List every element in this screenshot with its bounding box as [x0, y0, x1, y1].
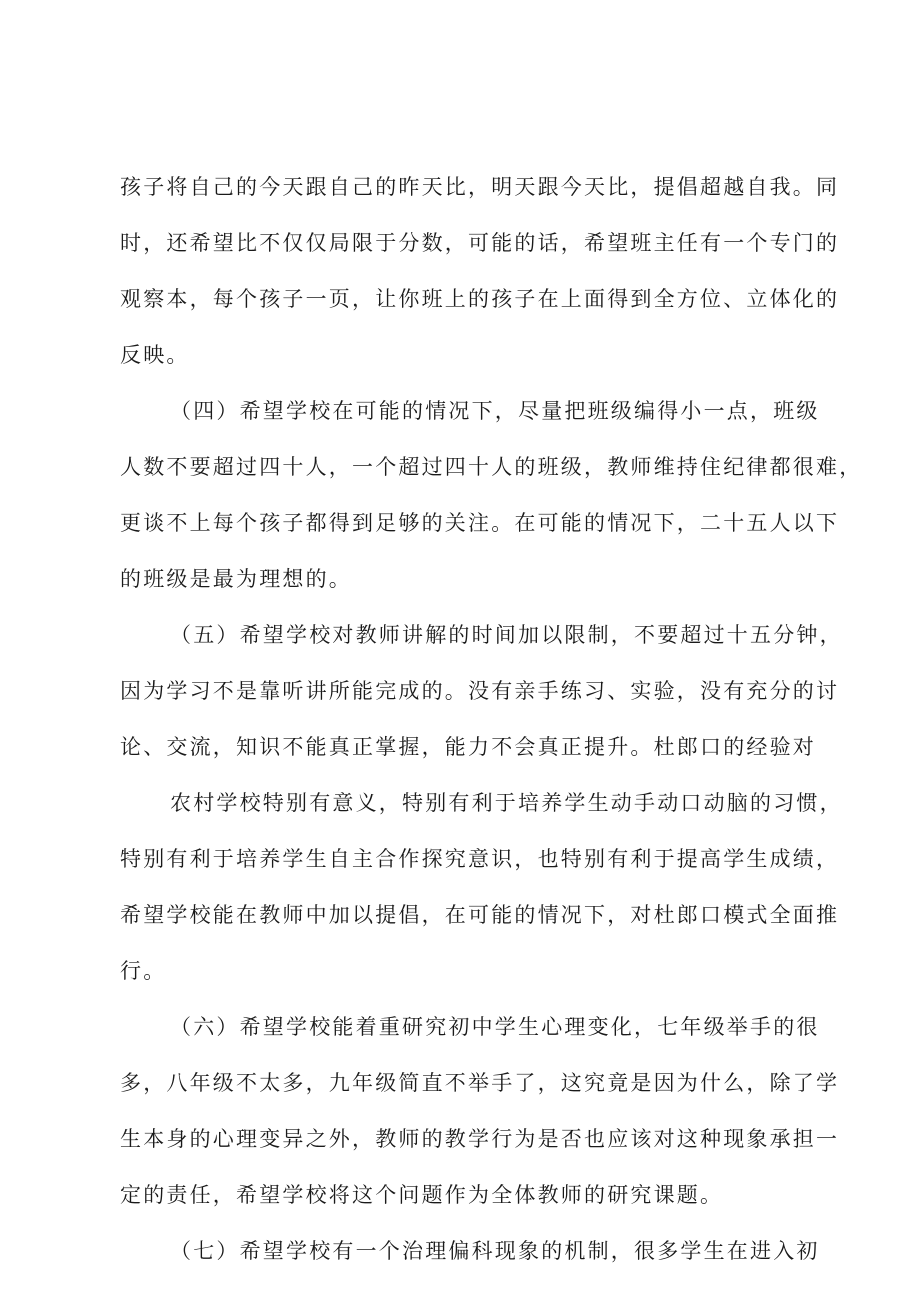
- text-line: 生本身的心理变异之外，教师的教学行为是否也应该对这种现象承担一: [120, 1127, 840, 1151]
- text-line: 农村学校特别有意义，特别有利于培养学生动手动口动脑的习惯，: [170, 791, 843, 815]
- text-line: （五）希望学校对教师讲解的时间加以限制，不要超过十五分钟，: [170, 623, 843, 647]
- text-line: 定的责任，希望学校将这个问题作为全体教师的研究课题。: [120, 1183, 724, 1207]
- text-line: 观察本，每个孩子一页，让你班上的孩子在上面得到全方位、立体化的: [120, 287, 840, 311]
- text-line: 人数不要超过四十人，一个超过四十人的班级，教师维持住纪律都很难，: [120, 455, 863, 479]
- text-line: 行。: [120, 959, 167, 983]
- text-line: 孩子将自己的今天跟自己的昨天比，明天跟今天比，提倡超越自我。同: [120, 175, 840, 199]
- text-line: 时，还希望比不仅仅局限于分数，可能的话，希望班主任有一个专门的: [120, 231, 840, 255]
- text-line: 多，八年级不太多，九年级简直不举手了，这究竟是因为什么，除了学: [120, 1071, 840, 1095]
- text-line: 反映。: [120, 343, 190, 367]
- text-line: 更谈不上每个孩子都得到足够的关注。在可能的情况下，二十五人以下: [120, 511, 840, 535]
- text-line: 因为学习不是靠听讲所能完成的。没有亲手练习、实验，没有充分的讨: [120, 679, 840, 703]
- text-line: 特别有利于培养学生自主合作探究意识，也特别有利于提高学生成绩，: [120, 847, 840, 871]
- text-line: （四）希望学校在可能的情况下，尽量把班级编得小一点，班级: [170, 399, 820, 423]
- text-line: 论、交流，知识不能真正掌握，能力不会真正提升。杜郎口的经验对: [120, 735, 816, 759]
- text-line: 的班级是最为理想的。: [120, 567, 352, 591]
- text-line: （七）希望学校有一个治理偏科现象的机制，很多学生在进入初: [170, 1239, 820, 1263]
- text-line: （六）希望学校能着重研究初中学生心理变化，七年级举手的很: [170, 1015, 820, 1039]
- text-line: 希望学校能在教师中加以提倡，在可能的情况下，对杜郎口模式全面推: [120, 903, 840, 927]
